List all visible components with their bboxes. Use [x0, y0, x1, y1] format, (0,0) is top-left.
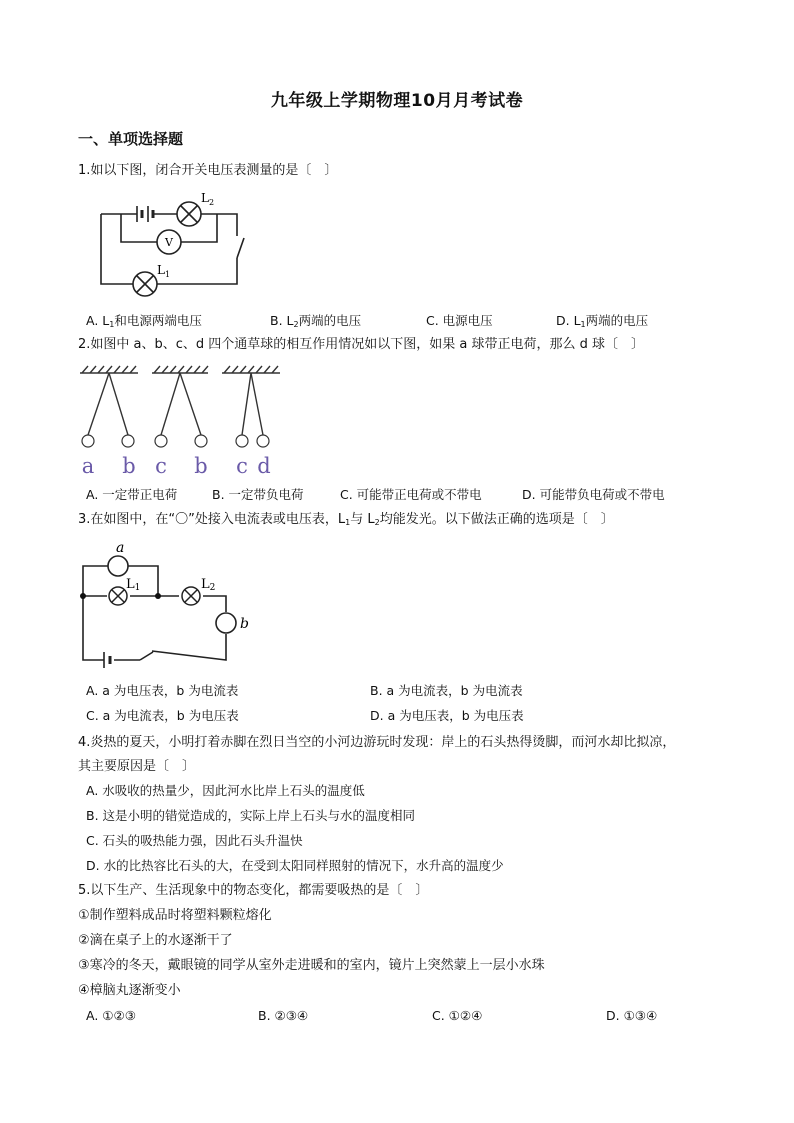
ball-c — [155, 435, 167, 447]
question-5-stem: 5.以下生产、生活现象中的物态变化，都需要吸热的是〔 〕 — [78, 883, 429, 898]
question-4-stem-line1: 4.炎热的夏天，小明打着赤脚在烈日当空的小河边游玩时发现：岸上的石头热得烫脚，而河水却比拟凉， — [78, 735, 676, 750]
q3-label-l1: L — [126, 577, 135, 592]
q5-item-4: ④樟脑丸逐渐变小 — [78, 983, 181, 998]
switch-symbol — [140, 652, 153, 660]
meter-b-symbol — [216, 613, 236, 633]
q5-option-c[interactable]: C. ①②④ — [432, 1008, 483, 1023]
lamp-l2-symbol — [182, 587, 200, 605]
q5-option-a[interactable]: A. ①②③ — [86, 1008, 136, 1023]
q3-option-a[interactable]: A. a 为电压表，b 为电流表 — [86, 683, 239, 698]
q5-item-2: ②滴在桌子上的水逐渐干了 — [78, 933, 233, 948]
question-2-stem: 2.如图中 a、b、c、d 四个通草球的相互作用情况如以下图，如果 a 球带正电荷，那么 d 球〔 〕 — [78, 337, 645, 352]
q5-item-1: ①制作塑料成品时将塑料颗粒熔化 — [78, 908, 272, 923]
label-c: c — [155, 454, 167, 478]
label-d: d — [257, 454, 271, 478]
label-a: a — [81, 454, 95, 478]
q1-label-l1: L — [157, 263, 165, 277]
lamp-l1-symbol — [109, 587, 127, 605]
q3-label-a: a — [116, 540, 125, 556]
ball-b-2 — [195, 435, 207, 447]
q5-option-d[interactable]: D. ①③④ — [606, 1008, 658, 1023]
svg-text:L1 — [126, 577, 140, 593]
switch-symbol — [237, 238, 244, 258]
svg-text:L2 — [201, 191, 214, 207]
q1-label-1: 1 — [164, 270, 171, 279]
q1-option-c[interactable]: C. 电源电压 — [426, 313, 493, 328]
ball-c-2 — [236, 435, 248, 447]
q4-option-c[interactable]: C. 石头的吸热能力强，因此石头升温快 — [86, 833, 303, 848]
question-1-stem: 1.如以下图，闭合开关电压表测量的是〔 〕 — [78, 163, 338, 178]
q1-option-b[interactable]: B. $L_2$两端的电压 — [270, 313, 362, 329]
q1-option-d[interactable]: D. $L_1$两端的电压 — [556, 313, 649, 329]
q2-pith-balls-diagram — [76, 364, 286, 479]
meter-a-symbol — [108, 556, 128, 576]
q4-option-b[interactable]: B. 这是小明的错觉造成的，实际上岸上石头与水的温度相同 — [86, 808, 416, 823]
q1-option-a[interactable]: A. $L_1$和电源两端电压 — [86, 313, 202, 329]
q2-option-c[interactable]: C. 可能带正电荷或不带电 — [340, 487, 482, 502]
q3-option-b[interactable]: B. a 为电流表，b 为电流表 — [370, 683, 523, 698]
page-title: 九年级上学期物理10月月考试卷 — [270, 91, 524, 111]
ball-d — [257, 435, 269, 447]
q2-option-d[interactable]: D. 可能带负电荷或不带电 — [522, 487, 665, 502]
q1-label-l: L — [201, 191, 209, 205]
label-b: b — [122, 454, 136, 478]
svg-text:L2 — [201, 577, 215, 593]
label-b-2: b — [194, 454, 208, 478]
q2-option-b[interactable]: B. 一定带负电荷 — [212, 487, 304, 502]
q5-item-3: ③寒冷的冬天，戴眼镜的同学从室外走进暖和的室内，镜片上突然蒙上一层小水珠 — [78, 958, 545, 973]
q1-circuit-diagram — [95, 188, 275, 300]
svg-text:L1 — [157, 263, 170, 279]
ball-a — [82, 435, 94, 447]
q3-label-1: 1 — [134, 583, 141, 593]
q3-label-2: 2 — [209, 583, 216, 593]
section-heading: 一、单项选择题 — [78, 130, 184, 148]
q3-option-c[interactable]: C. a 为电流表，b 为电压表 — [86, 708, 239, 723]
q4-option-d[interactable]: D. 水的比热容比石头的大，在受到太阳同样照射的情况下，水升高的温度少 — [86, 858, 504, 873]
q2-option-a[interactable]: A. 一定带正电荷 — [86, 487, 178, 502]
q3-label-l2: L — [201, 577, 210, 592]
voltmeter-label: V — [165, 236, 173, 249]
question-3-stem: 3.在如图中，在“〇”处接入电流表或电压表，$L_1$与 $L_2$均能发光。以下做法正确的选项是〔 〕 — [78, 512, 614, 527]
label-c-2: c — [236, 454, 248, 478]
question-4-stem-line2: 其主要原因是〔 〕 — [78, 759, 196, 774]
ball-b — [122, 435, 134, 447]
q3-label-b: b — [240, 616, 249, 632]
q3-circuit-diagram — [80, 540, 260, 665]
lamp-l2-symbol — [177, 202, 201, 226]
q4-option-a[interactable]: A. 水吸收的热量少，因此河水比岸上石头的温度低 — [86, 783, 365, 798]
lamp-l1-symbol — [133, 272, 157, 296]
q3-option-d[interactable]: D. a 为电压表，b 为电压表 — [370, 708, 524, 723]
q1-label-2: 2 — [208, 198, 215, 207]
q5-option-b[interactable]: B. ②③④ — [258, 1008, 309, 1023]
